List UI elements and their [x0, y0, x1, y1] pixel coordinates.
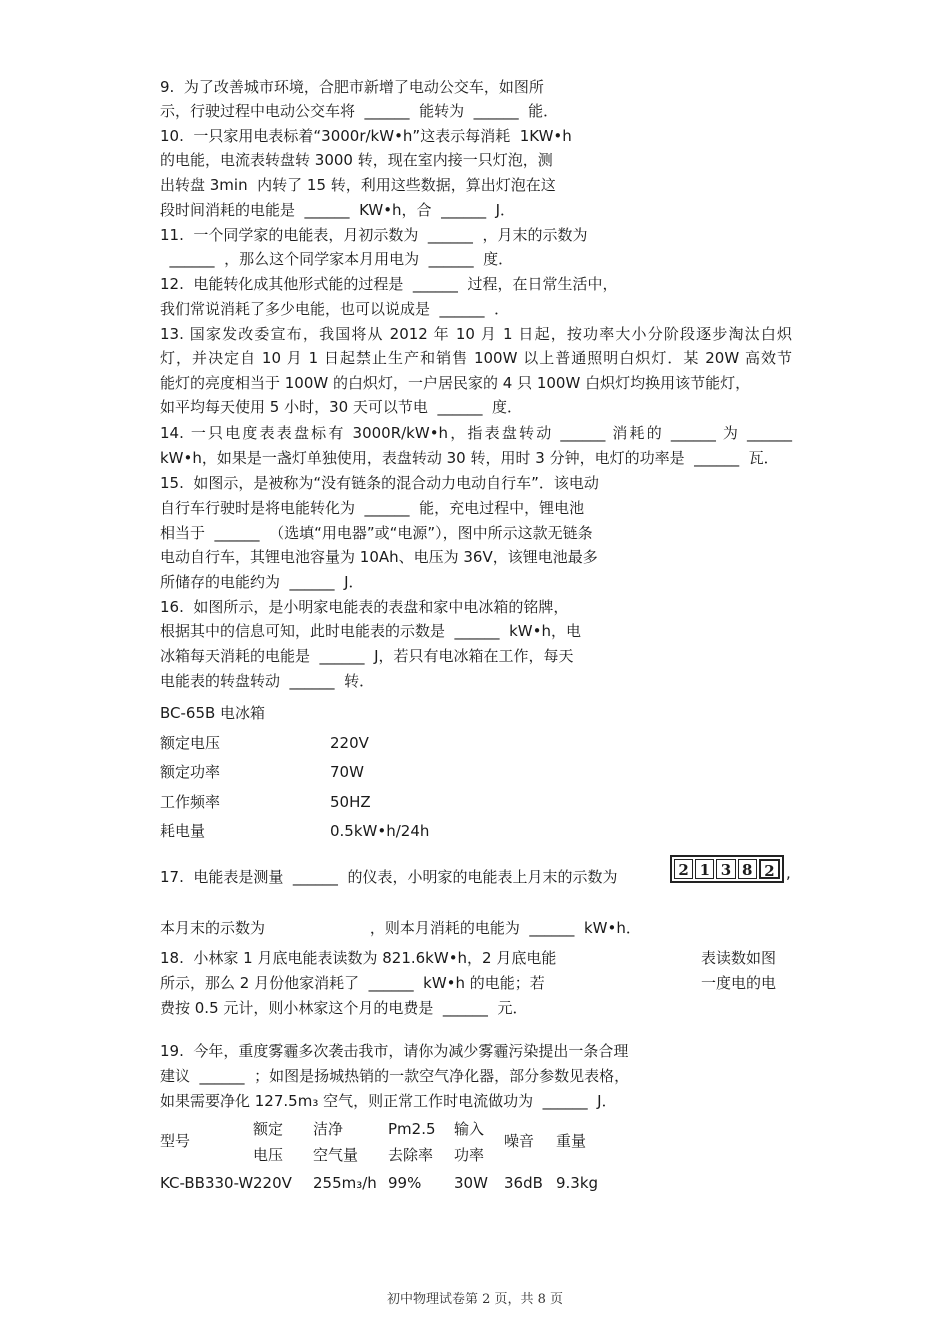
purifier-header: 空气量	[313, 1146, 359, 1164]
q11-line-1: 11. 一个同学家的电能表，月初示数为 ______ ，月末的示数为	[160, 226, 588, 244]
purifier-header: 噪音	[504, 1132, 535, 1150]
q14-line-1: 14. 一只电度表表盘标有 3000R/kW•h，指表盘转动 ______ 消耗的 ______ 为 ______	[160, 424, 792, 442]
q18-line-3: 费按 0.5 元计，则小林家这个月的电费是 ______ 元．	[160, 999, 528, 1017]
q17-line-1: 17. 电能表是测量 ______ 的仪表，小明家的电能表上月末的示数为	[160, 868, 618, 886]
q13-line-4: 如平均每天使用 5 小时，30 天可以节电 ______ 度．	[160, 398, 523, 416]
purifier-header: 去除率	[388, 1146, 434, 1164]
q19-line-1: 19. 今年，重度雾霾多次袭击我市，请你为减少雾霾污染提出一条合理	[160, 1042, 629, 1060]
q14-line-2: kW•h，如果是一盏灯单独使用，表盘转动 30 转，用时 3 分钟，电灯的功率是 ______ 瓦．	[160, 449, 779, 467]
meter-digit: 2	[674, 859, 693, 879]
purifier-value: 220V	[253, 1174, 292, 1192]
purifier-value: 99%	[388, 1174, 422, 1192]
q16-line-4: 电能表的转盘转动 ______ 转．	[160, 672, 375, 690]
q18-line-2: 所示，那么 2 月份他家消耗了 ______ kW•h 的电能；若	[160, 974, 545, 992]
fridge-title: BC-65B 电冰箱	[160, 704, 266, 722]
meter-digit: 3	[716, 859, 735, 879]
meter-comma: ,	[786, 864, 791, 882]
q16-line-3: 冰箱每天消耗的电能是 ______ J，若只有电冰箱在工作，每天	[160, 647, 574, 665]
fridge-value: 220V	[330, 734, 369, 752]
q13-line-1: 13. 国家发改委宣布，我国将从 2012 年 10 月 1 日起，按功率大小分阶段逐步淘汰白炽	[160, 325, 792, 343]
page-footer: 初中物理试卷第 2 页，共 8 页	[386, 1292, 564, 1307]
q13-line-2: 灯，并决定自 10 月 1 日起禁止生产和销售 100W 以上普通照明白炽灯．某 20W 高效节	[160, 349, 792, 367]
q18-line-1: 18. 小林家 1 月底电能表读数为 821.6kW•h，2 月底电能	[160, 949, 557, 967]
q15-line-1: 15. 如图示，是被称为“没有链条的混合动力电动自行车”．该电动	[160, 474, 599, 492]
purifier-header: 输入	[454, 1120, 485, 1138]
q11-line-2: ______ ，那么这个同学家本月用电为 ______ 度．	[160, 250, 514, 268]
q12-line-1: 12. 电能转化成其他形式能的过程是 ______ 过程，在日常生活中，	[160, 275, 618, 293]
fridge-value: 50HZ	[330, 793, 371, 811]
purifier-header: 型号	[160, 1132, 191, 1150]
fridge-label: 额定电压	[160, 734, 221, 752]
purifier-value: 9.3kg	[556, 1174, 599, 1192]
q10-line-4: 段时间消耗的电能是 ______ KW•h，合 ______ J．	[160, 201, 516, 219]
fridge-label: 耗电量	[160, 822, 206, 840]
purifier-header: 额定	[253, 1120, 284, 1138]
purifier-value: 30W	[454, 1174, 488, 1192]
fridge-value: 70W	[330, 763, 364, 781]
q13-line-3: 能灯的亮度相当于 100W 的白炽灯，一户居民家的 4 只 100W 白炽灯均换用该节能灯，	[160, 374, 751, 392]
q15-line-3: 相当于 ______ （选填“用电器”或“电源”），图中所示这款无链条	[160, 524, 593, 542]
meter-digit: 8	[738, 859, 757, 879]
fridge-label: 工作频率	[160, 793, 221, 811]
fridge-label: 额定功率	[160, 763, 221, 781]
purifier-header: 重量	[556, 1132, 587, 1150]
q15-line-5: 所储存的电能约为 ______ J．	[160, 573, 364, 591]
q9-line-2: 示，行驶过程中电动公交车将 ______ 能转为 ______ 能．	[160, 102, 559, 120]
purifier-header: 功率	[454, 1146, 485, 1164]
q18-right-1: 表读数如图	[701, 949, 777, 967]
q10-line-1: 10. 一只家用电表标着“3000r/kW•h”这表示每消耗 1KW•h	[160, 127, 572, 145]
q10-line-3: 出转盘 3min 内转了 15 转，利用这些数据，算出灯泡在这	[160, 176, 556, 194]
q19-line-2: 建议 ______ ；如图是扬城热销的一款空气净化器，部分参数见表格，	[160, 1067, 630, 1085]
meter-digit-decimal: 2	[759, 859, 780, 879]
q18-right-2: 一度电的电	[701, 974, 777, 992]
q19-line-3: 如果需要净化 127.5m₃ 空气，则正常工作时电流做功为 ______ J．	[160, 1092, 617, 1110]
meter-digit: 1	[695, 859, 714, 879]
q15-line-2: 自行车行驶时是将电能转化为 ______ 能，充电过程中，锂电池	[160, 499, 585, 517]
q16-line-1: 16. 如图所示，是小明家电能表的表盘和家中电冰箱的铭牌，	[160, 598, 569, 616]
q16-line-2: 根据其中的信息可知，此时电能表的示数是 ______ kW•h，电	[160, 622, 581, 640]
q15-line-4: 电动自行车，其锂电池容量为 10Ah、电压为 36V，该锂电池最多	[160, 548, 598, 566]
purifier-header: 电压	[253, 1146, 284, 1164]
fridge-value: 0.5kW•h/24h	[330, 822, 430, 840]
purifier-header: Pm2.5	[388, 1120, 436, 1138]
q9-line-1: 9. 为了改善城市环境，合肥市新增了电动公交车，如图所	[160, 78, 544, 96]
q10-line-2: 的电能，电流表转盘转 3000 转，现在室内接一只灯泡，测	[160, 151, 553, 169]
q12-line-2: 我们常说消耗了多少电能，也可以说成是 ______ ．	[160, 300, 510, 318]
meter-reading-display	[670, 855, 784, 883]
q17-line-2: 本月末的示数为 ，则本月消耗的电能为 ______ kW•h．	[160, 919, 641, 937]
purifier-header: 洁净	[313, 1120, 344, 1138]
purifier-value: KC-BB330-W	[160, 1174, 254, 1192]
purifier-value: 36dB	[504, 1174, 543, 1192]
purifier-value: 255m₃/h	[313, 1174, 377, 1192]
